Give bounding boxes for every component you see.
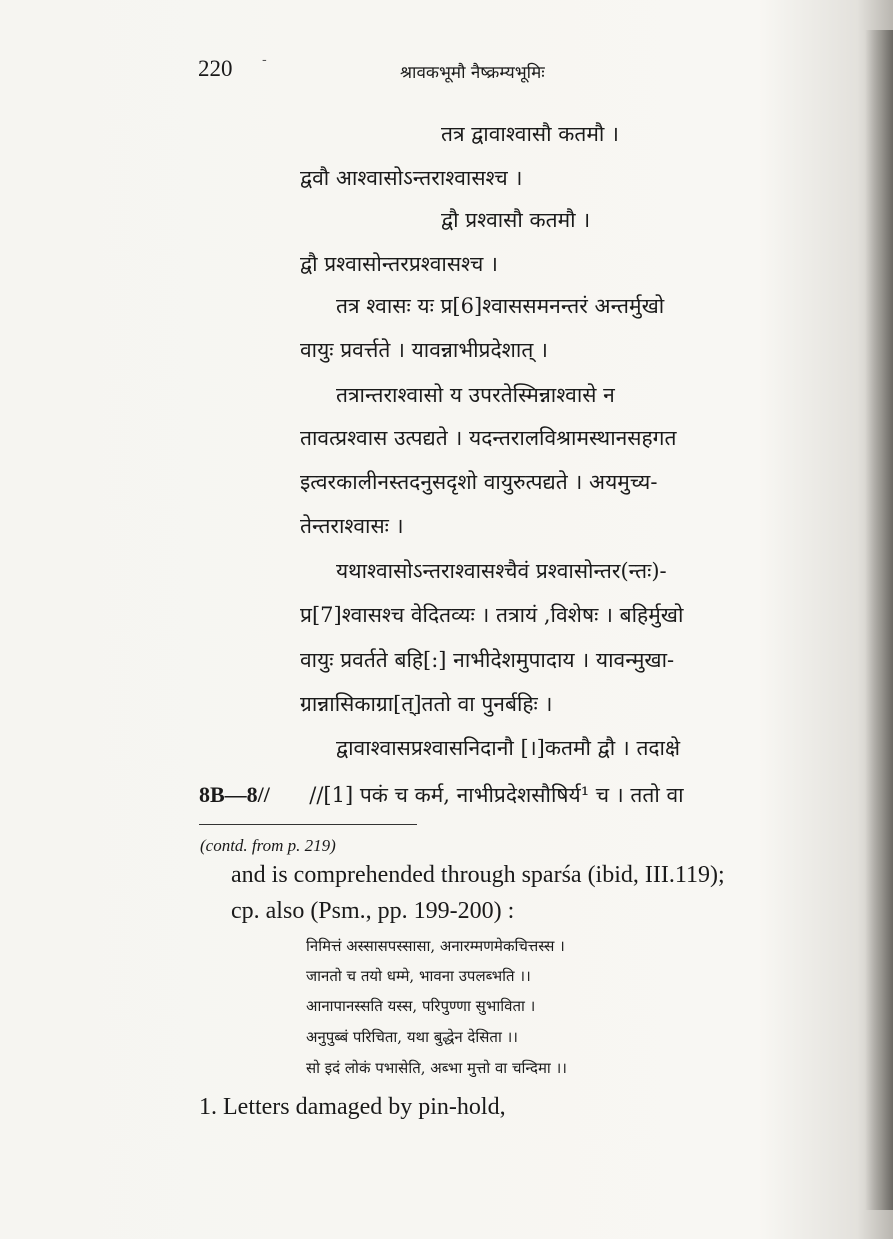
text-line-6: वायुः प्रवर्त्तते । यावन्नाभीप्रदेशात् । [300,338,548,362]
text-line-16 [199,784,684,806]
text-line-11: यथाश्वासोऽन्तराश्वासश्चैवं प्रश्वासोन्तर(न्तः)- [336,559,667,583]
footnote-line-1: and is comprehended through sparśa (ibid, III.119); [231,862,725,888]
text-line-16-content: //[1] पकं च कर्म, नाभीप्रदेशसौषिर्य¹ च । ततो वा [309,783,684,807]
text-line-1: तत्र द्वावाश्वासौ कतमौ । [441,122,619,146]
text-line-15: द्वावाश्वासप्रश्वासनिदानौ [।]कतमौ द्वौ । तदाक्षे [336,736,681,760]
manuscript-folio-marker: 8B—8// [199,782,270,807]
text-line-4: द्वौ प्रश्वासोन्तरप्रश्वासश्च । [300,252,498,276]
running-head: श्रावकभूमौ नैष्क्रम्यभूमिः [400,63,545,83]
text-line-7: तत्रान्तराश्वासो य उपरतेस्मिन्नाश्वासे न [336,383,615,407]
text-line-3: द्वौ प्रश्वासौ कतमौ । [441,208,591,232]
text-line-12: प्र[7]श्वासश्च वेदितव्यः । तत्रायं ,विशेषः । बहिर्मुखो [300,603,684,627]
page-number: 220 [198,56,233,81]
pali-verse-2: जानतो च तयो धम्मे, भावना उपलब्भति ।। [306,967,531,985]
text-line-8: तावत्प्रश्वास उत्पद्यते । यदन्तरालविश्रामस्थानसहगत [300,426,677,450]
text-line-9: इत्वरकालीनस्तदनुसदृशो वायुरुत्पद्यते । अयमुच्य- [300,470,658,494]
page-header [0,52,893,92]
text-line-10: तेन्तराश्वासः । [300,514,404,538]
text-line-5: तत्र श्वासः यः प्र[6]श्वाससमनन्तरं अन्तर्मुखो [336,294,665,318]
pali-verse-5: सो इदं लोकं पभासेति, अब्भा मुत्तो वा चन्दिमा ।। [306,1059,567,1077]
footnote-continuation: (contd. from p. 219) [200,836,336,855]
pali-verse-4: अनुपुब्बं परिचिता, यथा बुद्धेन देसिता ।। [306,1028,518,1046]
pali-verse-3: आनापानस्सति यस्स, परिपुण्णा सुभाविता । [306,997,536,1015]
footnote-rule [199,824,417,825]
text-line-13: वायुः प्रवर्तते बहि[:] नाभीदेशमुपादाय । यावन्मुखा- [300,648,675,672]
footnote-line-2: cp. also (Psm., pp. 199-200) : [231,898,515,924]
footnote-1: 1. Letters damaged by pin-hold, [199,1094,506,1120]
page-edge-shadow [865,30,893,1210]
text-line-14: ग्रान्नासिकाग्रा[त्]ततो वा पुनर्बहिः । [300,692,553,716]
pali-verse-1: निमित्तं अस्सासपस्सासा, अनारम्मणमेकचित्तस्स । [306,937,565,955]
text-line-2: द्ववौ आश्वासोऽन्तराश्वासश्च । [300,166,523,190]
print-mark: - [262,52,267,68]
